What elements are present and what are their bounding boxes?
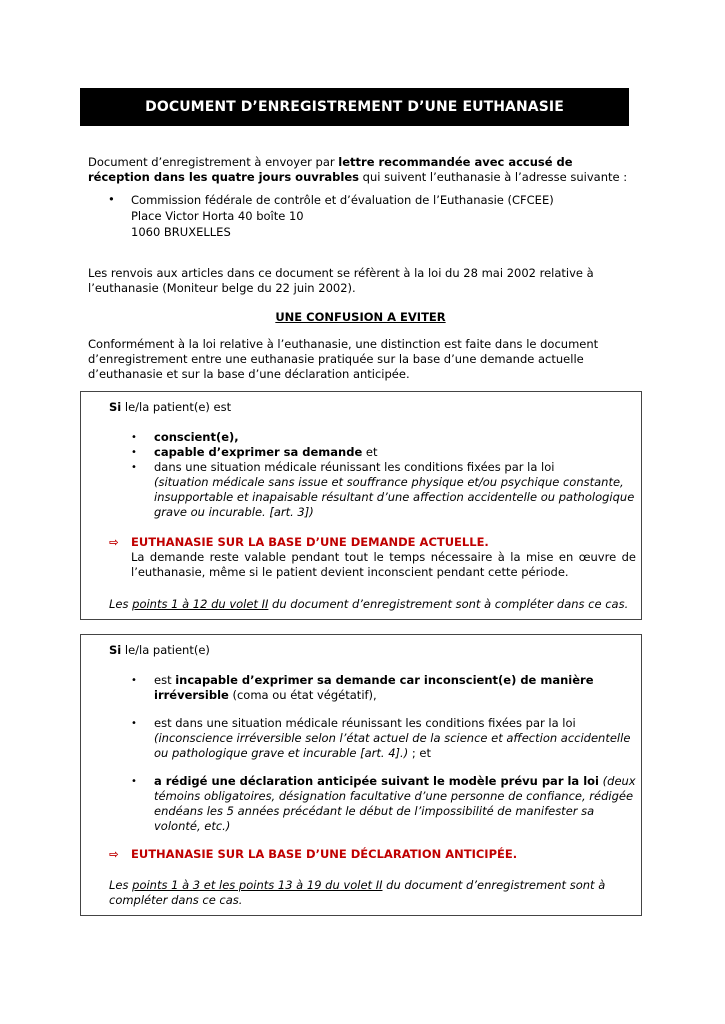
bullet-icon: • [131, 447, 137, 458]
condition-capable-rest: et [362, 445, 378, 459]
advance-declaration-box [80, 634, 642, 916]
bullet-icon: • [108, 192, 115, 206]
bullet-icon: • [131, 675, 137, 686]
si-rest: le/la patient(e) est [121, 400, 232, 414]
bullet-icon: • [131, 462, 137, 473]
condition-medical: est dans une situation médicale réunissant les conditions fixées par la loi [154, 716, 576, 730]
conclusion-advance-declaration: EUTHANASIE SUR LA BASE D’UNE DÉCLARATION ANTICIPÉE. [131, 847, 518, 861]
list-item [109, 716, 636, 761]
condition-declaration: a rédigé une déclaration anticipée suivant le modèle prévu par la loi [154, 774, 599, 788]
item-rest: ; et [408, 746, 431, 760]
document-title: DOCUMENT D’ENREGISTREMENT D’UNE EUTHANASIE [80, 88, 629, 126]
conclusion-current-request: EUTHANASIE SUR LA BASE D’UNE DEMANDE ACTUELLE. [131, 535, 489, 549]
conclusion-line [109, 847, 636, 862]
arrow-right-icon: ⇨ [109, 847, 119, 861]
list-item [109, 445, 636, 460]
conclusion-line [109, 535, 636, 550]
list-item [109, 430, 636, 445]
box-condition-intro [109, 400, 636, 415]
condition-capable: capable d’exprimer sa demande [154, 445, 363, 459]
box-footer [109, 597, 636, 612]
si-rest: le/la patient(e) [121, 643, 210, 657]
renvois-paragraph: Les renvois aux articles dans ce document se réfèrent à la loi du 28 mai 2002 relative à l’euthanasie (Moniteur belge du 22 juin 2002). [88, 266, 594, 295]
points-reference: points 1 à 3 et les points 13 à 19 du volet II [132, 878, 383, 892]
address-list [88, 192, 633, 240]
item-pre: est [154, 673, 176, 687]
footer-post: du document d’enregistrement sont à compléter dans ce cas. [268, 597, 629, 611]
intro-text-start: Document d’enregistrement à envoyer par [88, 155, 339, 169]
condition-incapable: incapable d’exprimer sa demande car inconscient(e) de manière irréversible [154, 673, 594, 702]
address-line: 1060 BRUXELLES [131, 225, 231, 239]
condition-medical-detail: (situation médicale sans issue et souffrance physique et/ou psychique constante, insupportable et inapaisable résultant d’une affection accidentelle ou pathologique grave ou incurable. [art. 3]) [154, 475, 635, 519]
condition-medical: dans une situation médicale réunissant les conditions fixées par la loi [154, 460, 555, 474]
si-label: Si [109, 643, 122, 657]
request-validity-text: La demande reste valable pendant tout le temps nécessaire à la mise en œuvre de l’euthanasie, même si le patient devient inconscient pendant cette période. [131, 550, 636, 579]
points-reference: points 1 à 12 du volet II [132, 597, 269, 611]
footer-pre: Les [109, 597, 133, 611]
list-item [109, 673, 636, 703]
list-item [109, 460, 636, 520]
section-heading: UNE CONFUSION A EVITER [275, 310, 446, 324]
condition-conscious: conscient(e), [154, 430, 239, 444]
condition-declaration-detail: (deux témoins obligatoires, désignation facultative d’une personne de confiance, rédigée endéans les 5 années précédant le début de l’impossibilité de manifester sa volonté, etc.) [154, 774, 636, 833]
intro-paragraph [88, 155, 633, 185]
condition-medical-detail: (inconscience irréversible selon l’état actuel de la science et affection accidentelle ou pathologique grave et incurable [art. 4].) [154, 731, 631, 760]
list-item [109, 774, 636, 834]
si-label: Si [109, 400, 122, 414]
box-footer [109, 878, 636, 908]
item-rest: (coma ou état végétatif), [228, 688, 377, 702]
address-line: Place Victor Horta 40 boîte 10 [131, 209, 304, 223]
arrow-right-icon: ⇨ [109, 535, 119, 549]
distinction-paragraph: Conformément à la loi relative à l’euthanasie, une distinction est faite dans le document d’enregistrement entre une euthanasie pratiquée sur la base d’une demande actuelle d’euthanasie et sur la base d’une déclaration anticipée. [88, 337, 599, 381]
bullet-icon: • [131, 776, 137, 787]
bullet-icon: • [131, 718, 137, 729]
footer-pre: Les [109, 878, 133, 892]
current-request-box [80, 391, 642, 620]
address-item [88, 192, 633, 240]
intro-bold-text: lettre recommandée avec accusé de réception dans les quatre jours ouvrables [88, 155, 573, 184]
intro-text-end: qui suivent l’euthanasie à l’adresse suivante : [359, 170, 628, 184]
bullet-icon: • [131, 432, 137, 443]
address-line: Commission fédérale de contrôle et d’évaluation de l’Euthanasie (CFCEE) [131, 193, 554, 207]
box-condition-intro [109, 643, 636, 658]
footer-post: du document d’enregistrement sont à compléter dans ce cas. [109, 878, 606, 907]
